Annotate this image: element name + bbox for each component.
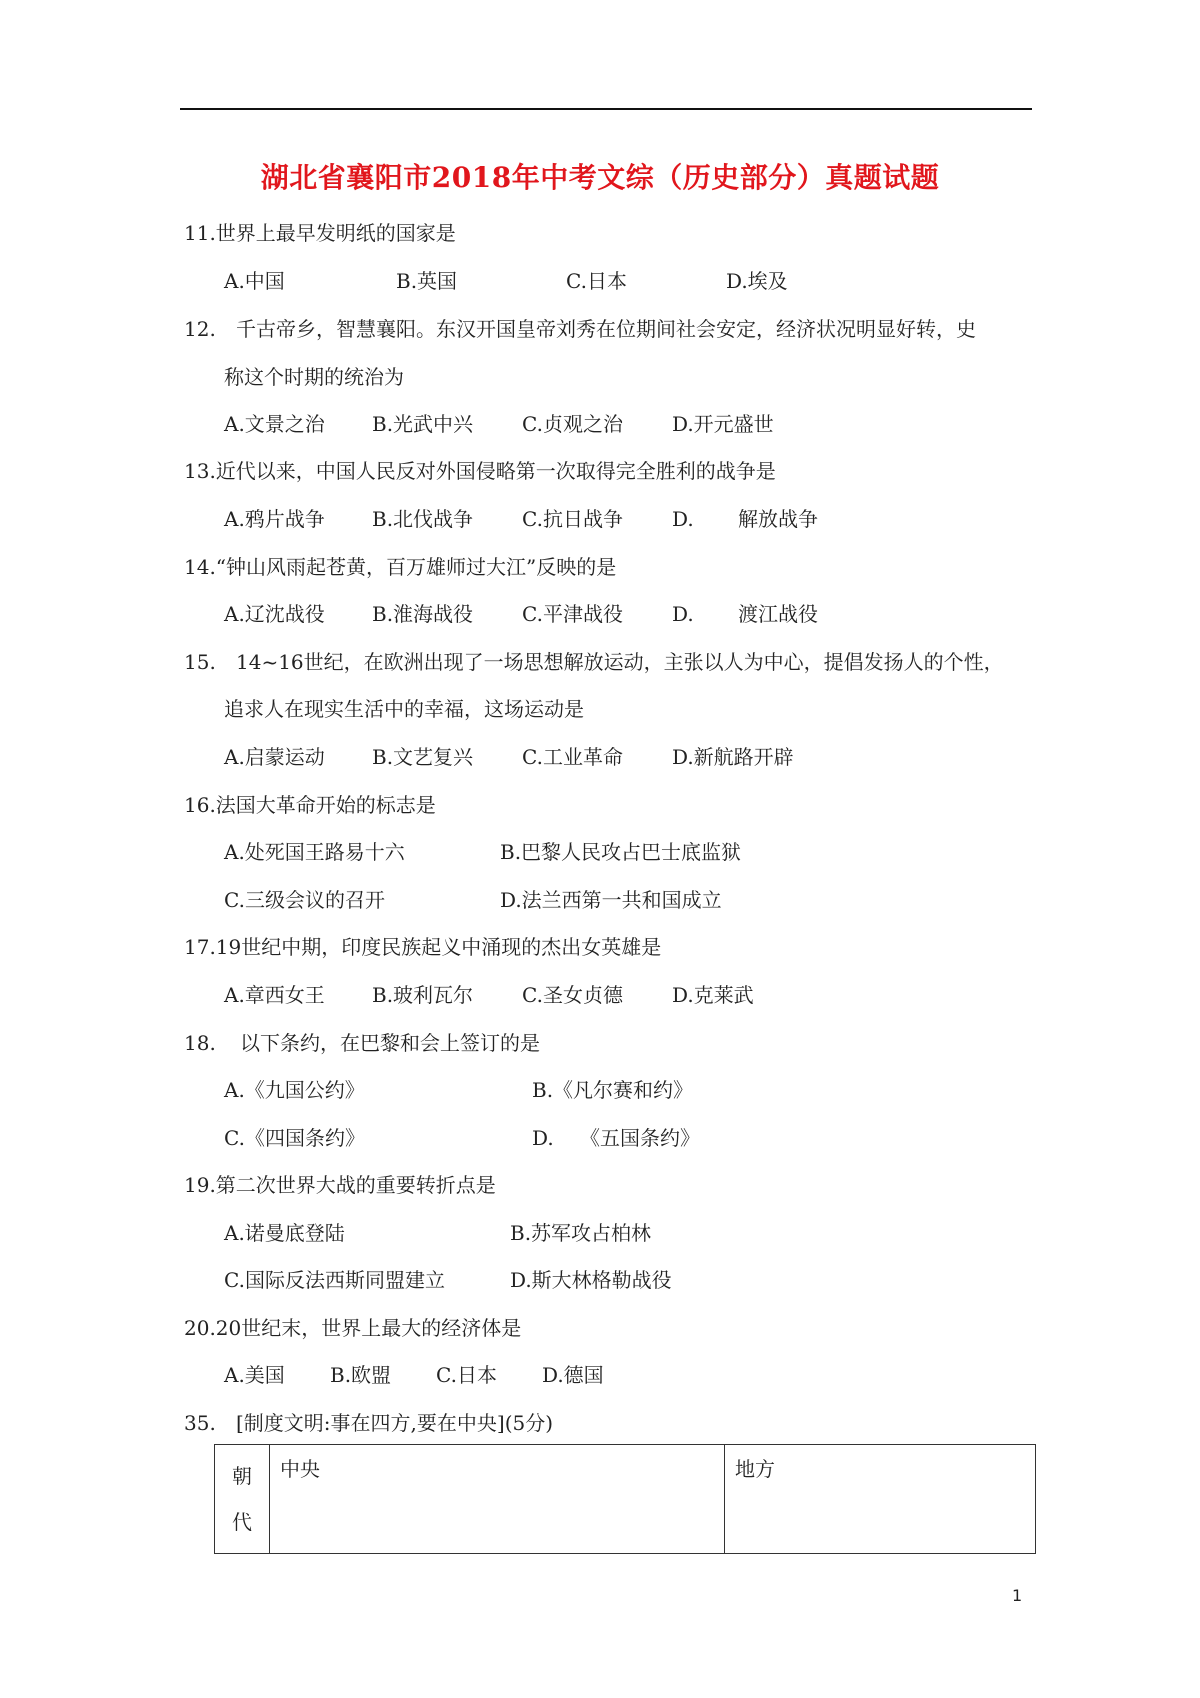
q12-option-c: C.贞观之治 bbox=[522, 412, 623, 436]
q19-option-d: D.斯大林格勒战役 bbox=[510, 1268, 672, 1292]
page-number: 1 bbox=[1012, 1586, 1023, 1605]
question-17-stem: 17.19世纪中期，印度民族起义中涌现的杰出女英雄是 bbox=[184, 935, 662, 959]
q11-option-c: C.日本 bbox=[566, 269, 627, 293]
q14-option-d-label: D. bbox=[672, 602, 694, 626]
q19-option-b: B.苏军攻占柏林 bbox=[510, 1221, 652, 1245]
question-35-number: 35. bbox=[184, 1411, 216, 1435]
q14-option-d-text: 渡江战役 bbox=[738, 602, 818, 626]
question-19-stem: 19.第二次世界大战的重要转折点是 bbox=[184, 1173, 496, 1197]
question-20-stem: 20.20世纪末，世界上最大的经济体是 bbox=[184, 1316, 522, 1340]
q20-option-a: A.美国 bbox=[224, 1363, 285, 1387]
q20-option-d: D.德国 bbox=[542, 1363, 604, 1387]
q15-option-b: B.文艺复兴 bbox=[372, 745, 474, 769]
q17-option-a: A.章西女王 bbox=[224, 983, 325, 1007]
q19-option-a: A.诺曼底登陆 bbox=[224, 1221, 345, 1245]
dynasty-label-line2: 代 bbox=[232, 1510, 252, 1534]
question-12-number: 12. bbox=[184, 317, 216, 341]
q11-option-d: D.埃及 bbox=[726, 269, 788, 293]
q15-option-a: A.启蒙运动 bbox=[224, 745, 325, 769]
q13-option-b: B.北伐战争 bbox=[372, 507, 474, 531]
q12-option-d: D.开元盛世 bbox=[672, 412, 774, 436]
q18-option-c: C.《四国条约》 bbox=[224, 1126, 365, 1150]
q17-option-d: D.克莱武 bbox=[672, 983, 754, 1007]
q13-option-d-text: 解放战争 bbox=[738, 507, 818, 531]
q20-option-b: B.欧盟 bbox=[330, 1363, 392, 1387]
q18-option-d-text: 《五国条约》 bbox=[580, 1126, 700, 1150]
q13-option-a: A.鸦片战争 bbox=[224, 507, 325, 531]
question-12-stem-line2: 称这个时期的统治为 bbox=[224, 365, 404, 389]
q17-option-b: B.玻利瓦尔 bbox=[372, 983, 474, 1007]
central-label: 中央 bbox=[280, 1457, 320, 1481]
question-14-stem: 14.“钟山风雨起苍黄，百万雄师过大江”反映的是 bbox=[184, 555, 617, 579]
q14-option-c: C.平津战役 bbox=[522, 602, 623, 626]
q16-option-b: B.巴黎人民攻占巴士底监狱 bbox=[500, 840, 742, 864]
question-12-stem-line1: 千古帝乡，智慧襄阳。东汉开国皇帝刘秀在位期间社会安定，经济状况明显好转，史 bbox=[236, 317, 976, 341]
q15-option-d: D.新航路开辟 bbox=[672, 745, 794, 769]
q13-option-d-label: D. bbox=[672, 507, 694, 531]
question-11-stem: 11.世界上最早发明纸的国家是 bbox=[184, 221, 456, 245]
q14-option-a: A.辽沈战役 bbox=[224, 602, 325, 626]
question-15-stem-line2: 追求人在现实生活中的幸福，这场运动是 bbox=[224, 697, 584, 721]
q17-option-c: C.圣女贞德 bbox=[522, 983, 623, 1007]
question-16-stem: 16.法国大革命开始的标志是 bbox=[184, 793, 436, 817]
question-35-stem: [制度文明:事在四方,要在中央](5分) bbox=[236, 1411, 554, 1435]
q11-option-a: A.中国 bbox=[224, 269, 285, 293]
question-18-number: 18. bbox=[184, 1031, 216, 1055]
q18-option-b: B.《凡尔赛和约》 bbox=[532, 1078, 694, 1102]
q20-option-c: C.日本 bbox=[436, 1363, 497, 1387]
question-15-stem-line1: 14~16世纪，在欧洲出现了一场思想解放运动，主张以人为中心，提倡发扬人的个性， bbox=[236, 650, 1004, 674]
q15-option-c: C.工业革命 bbox=[522, 745, 623, 769]
dynasty-label-line1: 朝 bbox=[232, 1464, 252, 1488]
q12-option-a: A.文景之治 bbox=[224, 412, 325, 436]
question-13-stem: 13.近代以来，中国人民反对外国侵略第一次取得完全胜利的战争是 bbox=[184, 459, 776, 483]
q13-option-c: C.抗日战争 bbox=[522, 507, 623, 531]
page-title: 湖北省襄阳市2018年中考文综（历史部分）真题试题 bbox=[260, 161, 940, 194]
table-cell-central bbox=[270, 1445, 725, 1554]
q35-table bbox=[214, 1444, 1036, 1554]
q14-option-b: B.淮海战役 bbox=[372, 602, 474, 626]
q18-option-a: A.《九国公约》 bbox=[224, 1078, 365, 1102]
q16-option-d: D.法兰西第一共和国成立 bbox=[500, 888, 722, 912]
q12-option-b: B.光武中兴 bbox=[372, 412, 474, 436]
q19-option-c: C.国际反法西斯同盟建立 bbox=[224, 1268, 445, 1292]
question-18-stem: 以下条约，在巴黎和会上签订的是 bbox=[240, 1031, 540, 1055]
q16-option-c: C.三级会议的召开 bbox=[224, 888, 385, 912]
header-rule bbox=[180, 108, 1032, 110]
q16-option-a: A.处死国王路易十六 bbox=[224, 840, 405, 864]
q18-option-d-label: D. bbox=[532, 1126, 554, 1150]
q11-option-b: B.英国 bbox=[396, 269, 458, 293]
table-cell-dynasty bbox=[215, 1445, 270, 1554]
local-label: 地方 bbox=[735, 1457, 775, 1481]
table-row bbox=[215, 1445, 1036, 1554]
table-cell-local bbox=[725, 1445, 1036, 1554]
question-15-number: 15. bbox=[184, 650, 216, 674]
